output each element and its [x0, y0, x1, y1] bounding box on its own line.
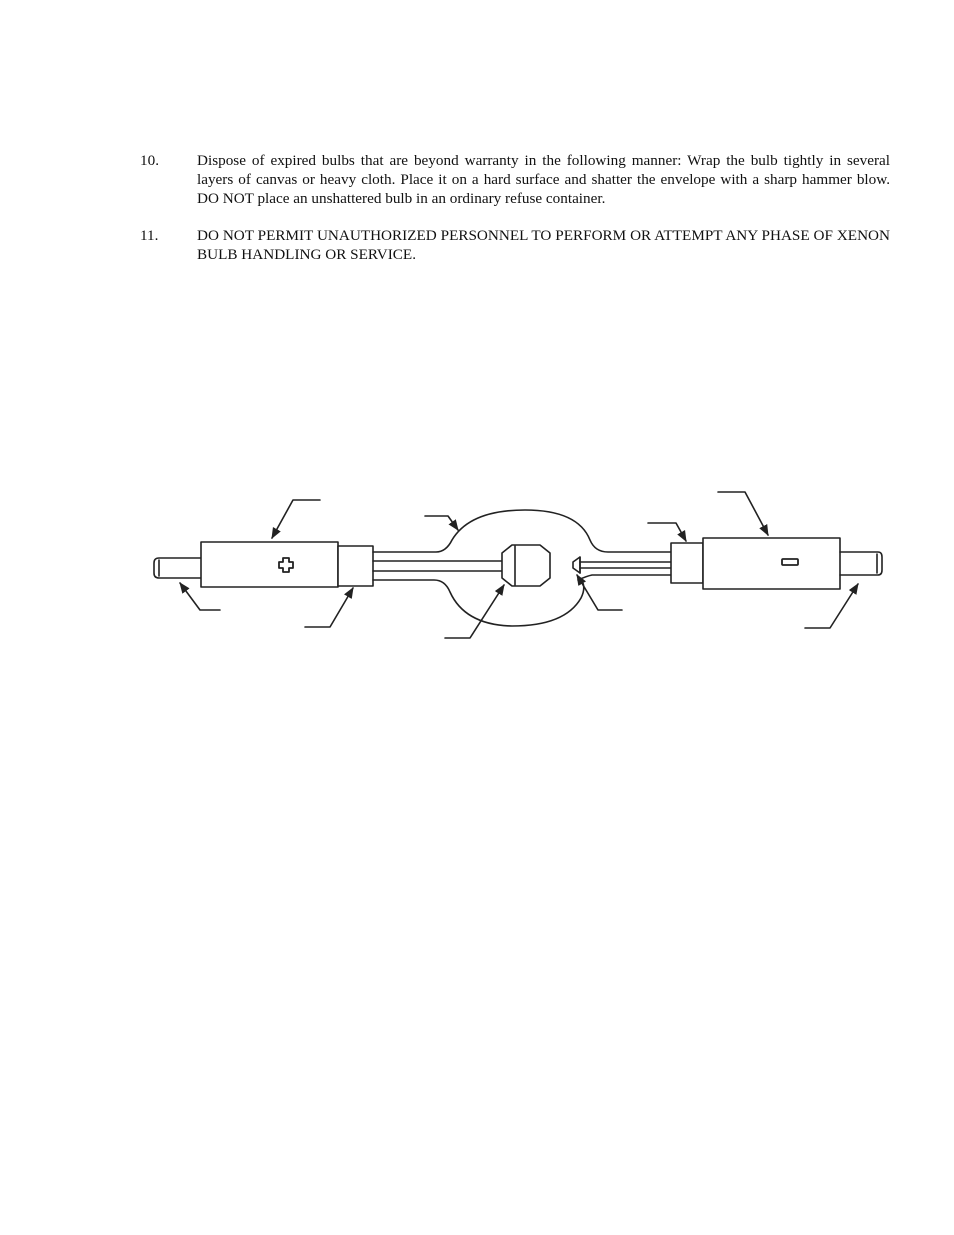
right-collar [671, 543, 703, 583]
leader-right-collar [648, 523, 686, 541]
leader-left-collar [305, 588, 353, 627]
leader-envelope [425, 516, 458, 530]
instruction-11 [140, 226, 890, 264]
instruction-number: 10. [140, 152, 159, 169]
instruction-text: Dispose of expired bulbs that are beyond warranty in the following manner: Wrap the bulb tightly in several layers of canvas or heavy cloth. Place it on a hard surface and shatter the envelope with a sharp hammer blow. DO NOT place an unshattered bulb in an ordinary refuse container. [197, 152, 890, 207]
anode [502, 545, 550, 586]
leader-right-pin [805, 584, 858, 628]
left-collar [338, 546, 373, 586]
bulb-envelope-bottom-right [578, 575, 671, 580]
bulb-envelope-bottom-left [373, 580, 584, 626]
leader-left-base [272, 500, 320, 538]
xenon-bulb-drawing [140, 480, 900, 650]
left-terminal-pin [154, 558, 201, 578]
instruction-10 [140, 151, 890, 208]
leader-anode [445, 585, 504, 638]
instruction-number: 11. [140, 227, 159, 244]
xenon-bulb-diagram [140, 480, 900, 650]
cathode [573, 557, 580, 573]
instruction-text: DO NOT PERMIT UNAUTHORIZED PERSONNEL TO PERFORM OR ATTEMPT ANY PHASE OF XENON BULB HANDLING OR SERVICE. [197, 227, 890, 263]
right-terminal-pin [840, 552, 882, 575]
leader-right-base [718, 492, 768, 535]
left-base [201, 542, 338, 587]
right-base [703, 538, 840, 589]
